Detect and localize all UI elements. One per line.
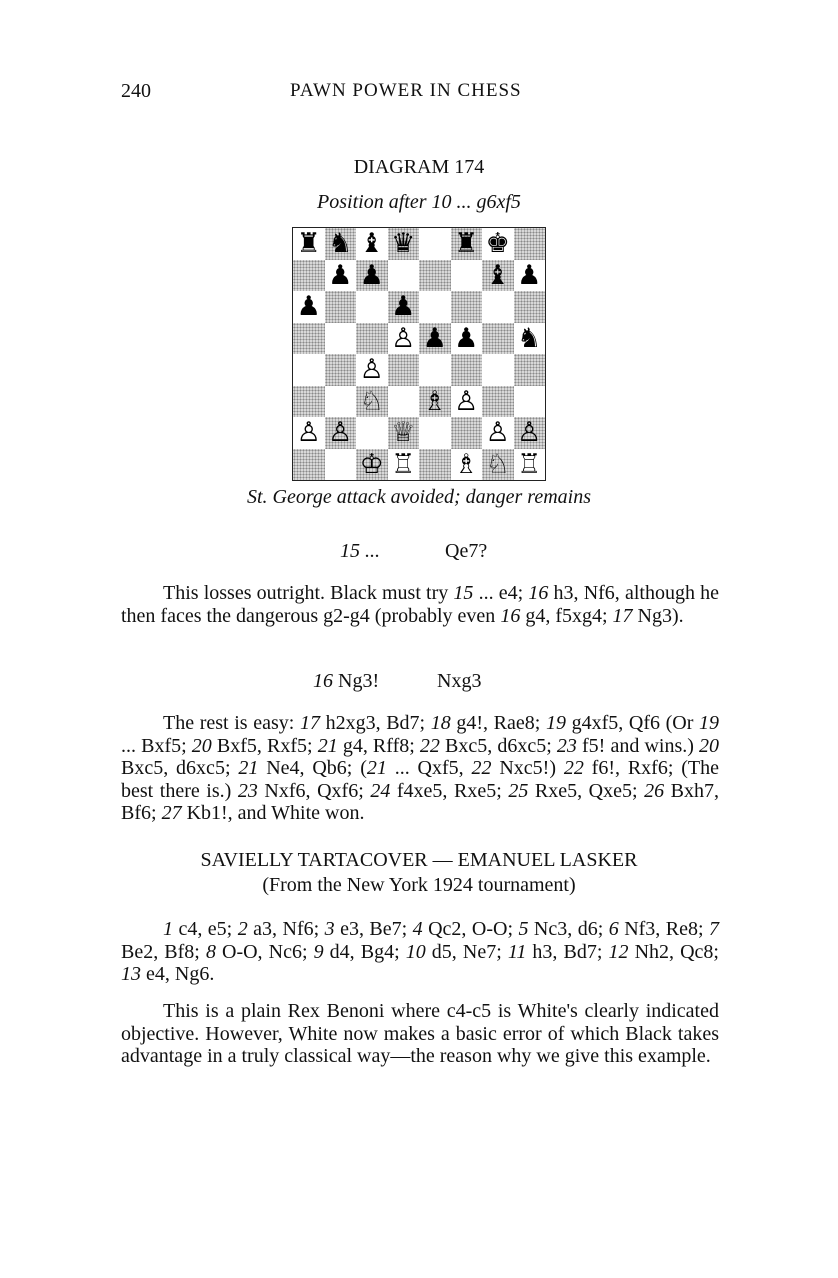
square-f2 (451, 417, 483, 449)
square-g2 (482, 417, 514, 449)
text-run: This losses outright. Black must try (163, 582, 454, 604)
square-d1 (388, 449, 420, 481)
square-d5 (388, 323, 420, 355)
text-run: Bxf5, Rxf5; (211, 734, 318, 757)
square-a1 (293, 449, 325, 481)
white-bishop-icon: ♗ (454, 448, 479, 480)
move-number: 25 (508, 779, 529, 802)
text-run: e3, Be7; (334, 918, 413, 940)
move-number: 26 (644, 779, 665, 802)
black-knight-icon: ♞ (328, 228, 353, 260)
square-d3 (388, 386, 420, 418)
text-run: a3, Nf6; (247, 918, 325, 940)
black-pawn-icon: ♟ (517, 259, 542, 291)
diagram-title: DIAGRAM 174 (353, 156, 485, 178)
white-pawn-icon: ♙ (328, 417, 353, 449)
square-e3 (419, 386, 451, 418)
move-number: 20 (699, 734, 720, 757)
square-f3 (451, 386, 483, 418)
text-run: h3, Bd7; (526, 940, 609, 963)
move-number: 4 (412, 918, 423, 940)
square-g4 (482, 354, 514, 386)
square-h1 (514, 449, 546, 481)
square-f1 (451, 449, 483, 481)
square-h7 (514, 260, 546, 292)
diagram-caption: St. George attack avoided; danger remains (247, 486, 591, 508)
move-number: 22 (471, 757, 492, 779)
text-run: Kb1!, and White won. (181, 802, 365, 824)
diagram-subtitle: Position after 10 ... g6xf5 (317, 191, 521, 213)
square-e5 (419, 323, 451, 355)
square-a7 (293, 260, 325, 292)
text-run: Qc2, O-O; (422, 918, 519, 940)
white-knight-icon: ♘ (359, 385, 384, 417)
square-a8 (293, 228, 325, 260)
square-b7 (325, 260, 357, 292)
move-number: 17 (299, 712, 320, 734)
square-c6 (356, 291, 388, 323)
square-h6 (514, 291, 546, 323)
black-rook-icon: ♜ (296, 228, 321, 260)
square-c4 (356, 354, 388, 386)
square-a4 (293, 354, 325, 386)
square-c1 (356, 449, 388, 481)
white-rook-icon: ♖ (517, 448, 542, 480)
square-h5 (514, 323, 546, 355)
square-a3 (293, 386, 325, 418)
text-run: Bxc5, d6xc5; (439, 734, 557, 757)
square-g6 (482, 291, 514, 323)
square-b1 (325, 449, 357, 481)
page-number: 240 (121, 80, 151, 102)
move-number: 1 (163, 918, 173, 940)
black-pawn-icon: ♟ (391, 291, 416, 323)
black-pawn-icon: ♟ (296, 291, 321, 323)
text-run: The rest is easy: (163, 712, 300, 734)
text-run: f4xe5, Rxe5; (390, 779, 509, 802)
square-f7 (451, 260, 483, 292)
text-run: g4, f5xg4; (520, 604, 613, 627)
square-f6 (451, 291, 483, 323)
text-run: g4!, Rae8; (450, 712, 546, 734)
text-run: O-O, Nc6; (215, 940, 314, 963)
move-number: 18 (430, 712, 451, 734)
square-b5 (325, 323, 357, 355)
move-number: 21 (317, 734, 338, 757)
move-number: 6 (608, 918, 619, 940)
square-c5 (356, 323, 388, 355)
square-e2 (419, 417, 451, 449)
white-bishop-icon: ♗ (422, 385, 447, 417)
move-number: 17 (612, 604, 633, 627)
black-pawn-icon: ♟ (359, 259, 384, 291)
text-run: Nf3, Re8; (618, 918, 709, 940)
move-number: 20 (191, 734, 212, 757)
game-heading (0, 848, 838, 898)
square-b6 (325, 291, 357, 323)
text-run: f5! and wins.) (576, 734, 700, 757)
move-number: 21 (238, 757, 259, 779)
square-g8 (482, 228, 514, 260)
square-f5 (451, 323, 483, 355)
white-pawn-icon: ♙ (359, 354, 384, 386)
square-c2 (356, 417, 388, 449)
text-run: f6!, Rxf6; (The best there is.) (121, 757, 719, 802)
square-h2 (514, 417, 546, 449)
text-run: g4, Rff8; (337, 734, 420, 757)
square-e7 (419, 260, 451, 292)
square-b2 (325, 417, 357, 449)
black-knight-icon: ♞ (517, 322, 542, 354)
black-queen-icon: ♛ (391, 228, 416, 260)
square-f4 (451, 354, 483, 386)
black-bishop-icon: ♝ (359, 228, 384, 260)
paragraph-1 (121, 582, 719, 627)
move-number: 22 (419, 734, 440, 757)
white-knight-icon: ♘ (485, 448, 510, 480)
white-king-icon: ♔ (359, 448, 384, 480)
square-c7 (356, 260, 388, 292)
white-pawn-icon: ♙ (517, 417, 542, 449)
square-d8 (388, 228, 420, 260)
move-number: 27 (161, 802, 182, 824)
text-run: Bxc5, d6xc5; (121, 757, 239, 779)
chess-board (292, 227, 546, 481)
text-run: Ne4, Qb6; ( (258, 757, 367, 779)
square-d7 (388, 260, 420, 292)
move-number: 21 (366, 757, 387, 779)
move-number: 23 (556, 734, 577, 757)
square-e6 (419, 291, 451, 323)
text-run: e4, Ng6. (141, 963, 215, 985)
move-number: 13 (121, 963, 141, 985)
game-players: SAVIELLY TARTACOVER — EMANUEL LASKER (200, 849, 638, 871)
white-queen-icon: ♕ (391, 417, 416, 449)
black-pawn-icon: ♟ (422, 322, 447, 354)
text-run: Bxh7, Bf6; (121, 779, 720, 824)
square-g7 (482, 260, 514, 292)
text-run: Nxc5!) (491, 757, 564, 779)
square-c8 (356, 228, 388, 260)
move-number: 9 (313, 940, 324, 963)
black-king-icon: ♚ (485, 228, 510, 260)
text-run: d5, Ne7; (425, 940, 508, 963)
black-pawn-icon: ♟ (454, 322, 479, 354)
move-number: 24 (370, 779, 391, 802)
move-number: 22 (563, 757, 584, 779)
move-16-black: Nxg3 (437, 670, 482, 692)
white-rook-icon: ♖ (391, 448, 416, 480)
square-e1 (419, 449, 451, 481)
move-number: 7 (709, 918, 719, 940)
white-pawn-icon: ♙ (391, 322, 416, 354)
black-bishop-icon: ♝ (485, 259, 510, 291)
text-run: ... e4; (473, 582, 529, 604)
white-pawn-icon: ♙ (485, 417, 510, 449)
paragraph-3 (121, 918, 719, 986)
square-g5 (482, 323, 514, 355)
text-run: Nh2, Qc8; (628, 940, 719, 963)
square-e8 (419, 228, 451, 260)
move-number: 2 (237, 918, 248, 940)
text-run: g4xf5, Qf6 (Or (565, 712, 700, 734)
square-a5 (293, 323, 325, 355)
move-number: 16 (528, 582, 549, 604)
text-run: c4, e5; (173, 918, 238, 940)
square-b8 (325, 228, 357, 260)
move-number: 15 (453, 582, 474, 604)
square-f8 (451, 228, 483, 260)
move-number: 10 (405, 940, 426, 963)
square-h8 (514, 228, 546, 260)
move-number: 3 (324, 918, 335, 940)
square-a2 (293, 417, 325, 449)
text-run: ... Bxf5; (121, 734, 192, 757)
white-pawn-icon: ♙ (296, 417, 321, 449)
text-run: Rxe5, Qxe5; (528, 779, 645, 802)
text-run: ... Qxf5, (386, 757, 472, 779)
text-run: h2xg3, Bd7; (319, 712, 431, 734)
move-15-black: Qe7? (445, 540, 488, 562)
white-pawn-icon: ♙ (454, 385, 479, 417)
text-run: Nxf6, Qxf6; (257, 779, 371, 802)
move-number: 5 (518, 918, 529, 940)
text-run: Be2, Bf8; (121, 940, 206, 963)
text-run: Ng3). (632, 604, 684, 627)
square-g3 (482, 386, 514, 418)
move-number: 8 (205, 940, 216, 963)
square-d6 (388, 291, 420, 323)
move-number: 11 (507, 940, 527, 963)
square-g1 (482, 449, 514, 481)
square-e4 (419, 354, 451, 386)
game-event: (From the New York 1924 tournament) (262, 874, 576, 896)
running-title: PAWN POWER IN CHESS (290, 80, 522, 101)
square-h3 (514, 386, 546, 418)
move-number: 12 (608, 940, 629, 963)
move-number: 23 (237, 779, 258, 802)
move-number: 19 (699, 712, 720, 734)
black-pawn-icon: ♟ (328, 259, 353, 291)
move-number: 19 (545, 712, 566, 734)
square-c3 (356, 386, 388, 418)
square-a6 (293, 291, 325, 323)
paragraph-4: This is a plain Rex Benoni where c4-c5 is White's clearly indicated objective. However, White now makes a basic error of which Black takes advantage in a truly classical way—the reason why we give this example. (121, 1000, 719, 1067)
text-run: Nc3, d6; (528, 918, 609, 940)
black-rook-icon: ♜ (454, 228, 479, 260)
square-d2 (388, 417, 420, 449)
text-run: h3, Nf6, although he then faces the dangerous g2-g4 (probably even (121, 582, 719, 627)
move-15-number: 15 ... (340, 540, 380, 562)
move-number: 16 (500, 604, 521, 627)
square-d4 (388, 354, 420, 386)
text-run: d4, Bg4; (323, 940, 406, 963)
square-h4 (514, 354, 546, 386)
square-b4 (325, 354, 357, 386)
square-b3 (325, 386, 357, 418)
move-16-white: 16 Ng3! (313, 670, 380, 692)
paragraph-2 (121, 712, 719, 825)
